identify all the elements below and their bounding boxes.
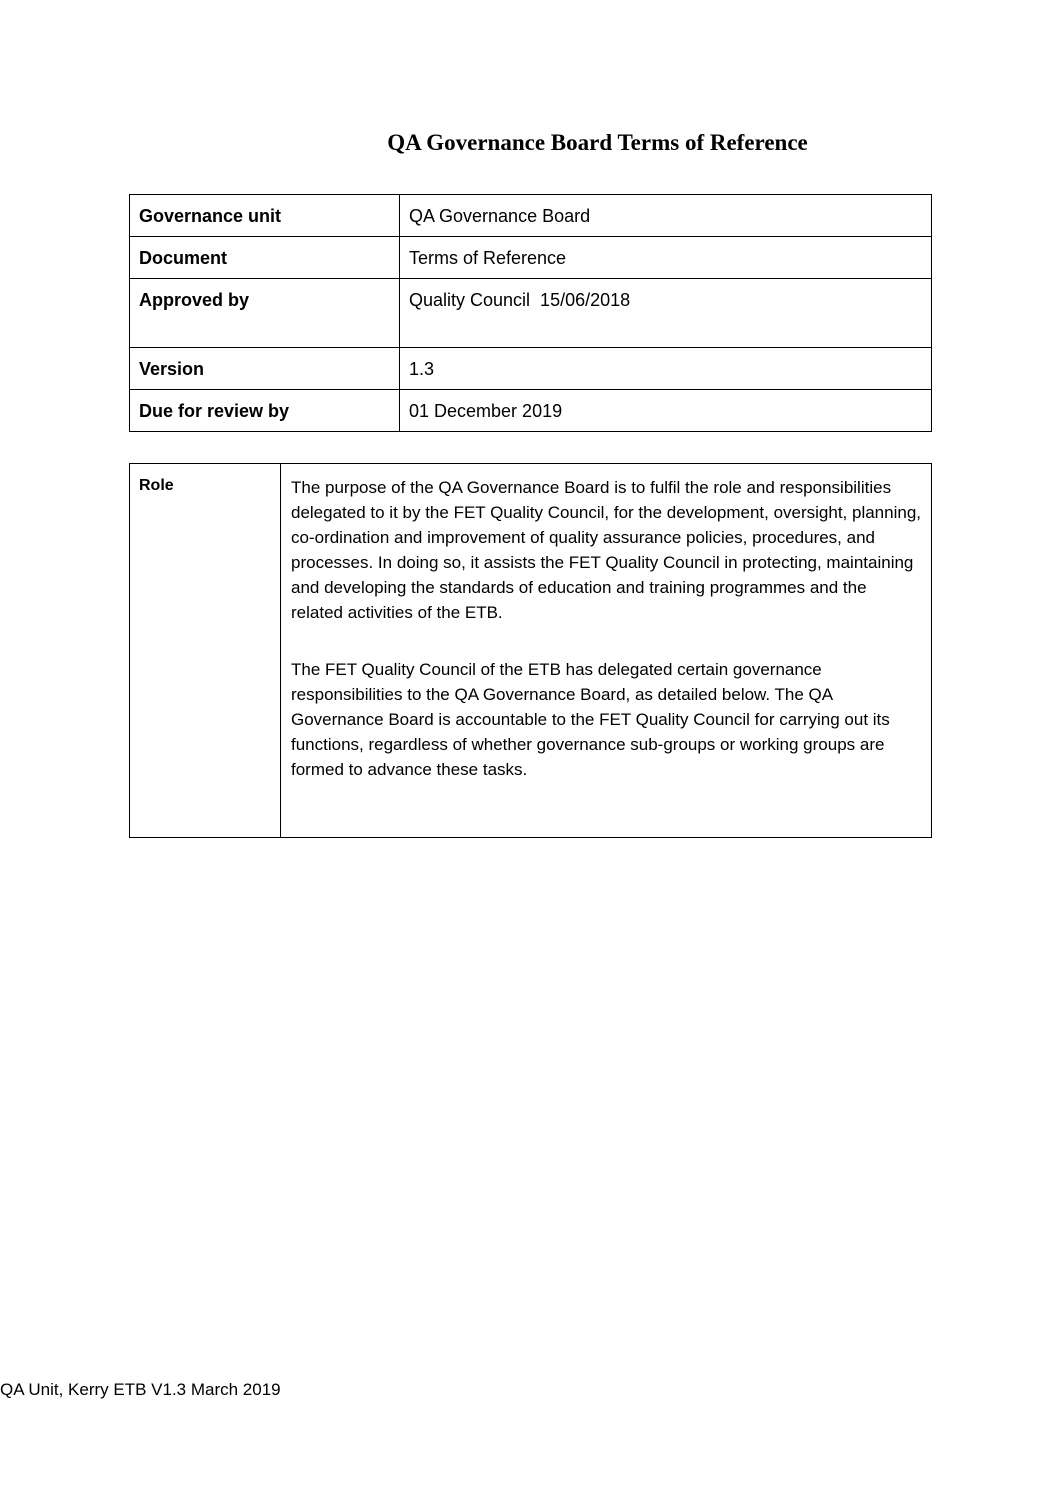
governance-unit-value: QA Governance Board: [400, 195, 932, 237]
role-label: Role: [130, 464, 281, 838]
document-label: Document: [130, 237, 400, 279]
table-row: [130, 195, 932, 237]
role-table: [129, 463, 932, 838]
table-row: [130, 279, 932, 348]
document-value: Terms of Reference: [400, 237, 932, 279]
table-row: [130, 237, 932, 279]
governance-unit-label: Governance unit: [130, 195, 400, 237]
document-title: QA Governance Board Terms of Reference: [387, 130, 808, 155]
review-date-label: Due for review by: [130, 390, 400, 432]
role-description: [281, 464, 932, 838]
approved-by-label: Approved by: [130, 279, 400, 348]
approved-by-value: Quality Council 15/06/2018: [400, 279, 932, 348]
table-row: [130, 390, 932, 432]
page-footer: QA Unit, Kerry ETB V1.3 March 2019: [0, 1380, 281, 1399]
table-row: [130, 464, 932, 838]
review-date-value: 01 December 2019: [400, 390, 932, 432]
table-row: [130, 348, 932, 390]
role-paragraph-delegation: The FET Quality Council of the ETB has delegated certain governance responsibilities to the QA Governance Board, as detailed below. The QA Governance Board is accountable to the FET Quality Council for carrying out its functions, regardless of whether governance sub-groups or working groups are formed to advance these tasks.: [291, 660, 890, 779]
role-paragraph-purpose: The purpose of the QA Governance Board is to fulfil the role and responsibilities delegated to it by the FET Quality Council, for the development, oversight, planning, co-ordination and improvement of quality assurance policies, procedures, and processes. In doing so, it assists the FET Quality Council in protecting, maintaining and developing the standards of education and training programmes and the related activities of the ETB.: [291, 478, 921, 622]
document-info-table: [129, 194, 932, 432]
version-value: 1.3: [400, 348, 932, 390]
version-label: Version: [130, 348, 400, 390]
